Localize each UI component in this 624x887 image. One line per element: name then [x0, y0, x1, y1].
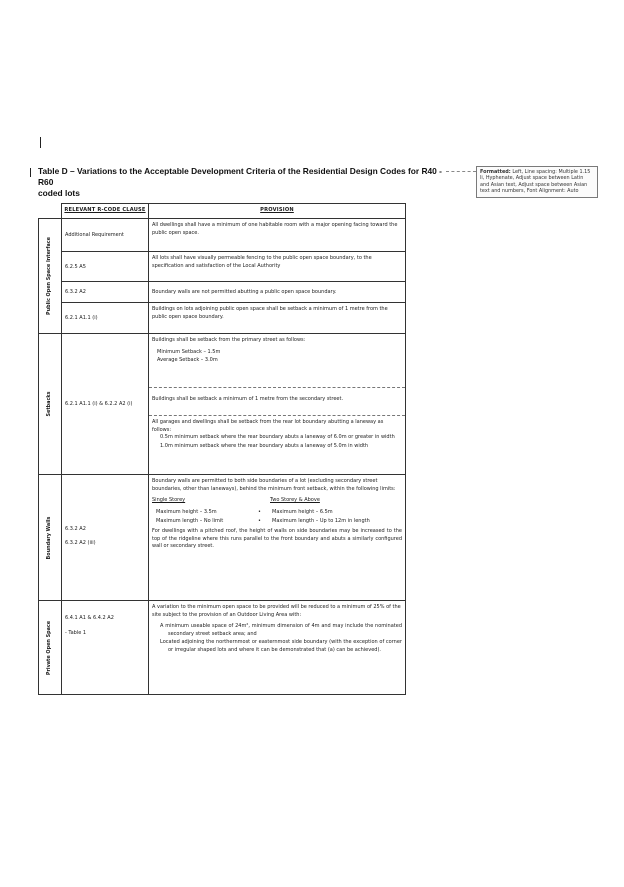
provision-cell: All lots shall have visually permeable fencing to the public open space boundary, to the specification and satisfaction of the Local Authority: [149, 252, 406, 282]
table-row: [39, 601, 406, 695]
header-row: [39, 204, 406, 219]
section-private-open-space: [39, 601, 62, 695]
bullet-icon: •: [258, 508, 261, 515]
primary-avg: Average Setback – 3.0m: [157, 357, 218, 364]
walls-intro: Boundary walls are permitted to both side boundaries of a lot (excluding secondary street boundaries, other than laneways), behind the minimum front setback, within the following limits:: [152, 478, 396, 492]
private-intro: A variation to the minimum open space to be provided will be reduced to a minimum of 25% of the site subject to the provision of an Outdoor Living Area with:: [152, 604, 401, 618]
clause-cell: 6.2.1 A1.1 (i): [62, 303, 149, 334]
formatting-comment[interactable]: [476, 166, 598, 198]
clause-cell: 6.3.2 A2: [62, 282, 149, 303]
clause-a: 6.4.1 A1 & 6.4.2 A2: [65, 615, 114, 621]
single-length: Maximum length – No limit: [156, 518, 224, 525]
table-row: [39, 475, 406, 601]
comment-text: Left, Line spacing: Multiple 1.15 li, Hyphenate, Adjust space between Latin and Asian text, Adjust space between Asian text and numbers, Font Alignment: Auto: [480, 169, 591, 195]
provision-cell: [149, 334, 406, 475]
secondary-text: Buildings shall be setback a minimum of 1 metre from the secondary street.: [152, 396, 344, 402]
two-storey-heading: Two Storey & Above: [270, 497, 320, 504]
provision-cell: [149, 475, 406, 601]
table-row: [39, 303, 406, 334]
clause-b: 6.3.2 A2 (iii): [65, 539, 96, 546]
setback-rear: [149, 416, 405, 454]
provision-cell: Buildings on lots adjoining public open space shall be setback a minimum of 1 metre from the public open space boundary.: [149, 303, 406, 334]
clause-cell: Additional Requirement: [62, 219, 149, 252]
clause-cell: 6.2.5 A5: [62, 252, 149, 282]
bullet-icon: •: [258, 518, 261, 525]
setback-secondary: [149, 388, 405, 416]
rear-intro: All garages and dwellings shall be setback from the rear lot boundary abutting a laneway as follows:: [152, 419, 384, 433]
walls-pitched: For dwellings with a pitched roof, the height of walls on side boundaries may be increased to the top of the ridgeline where this runs parallel to the front boundary and abuts a similarly configured wall or secondary street.: [152, 527, 402, 550]
private-item-a: A minimum useable space of 24m², minimum dimension of 4m and may include the nominated secondary street setback area; and: [160, 623, 402, 637]
section-public-open-space-interface: [39, 219, 62, 334]
section-label: Public Open Space Interface: [46, 237, 53, 315]
table-row: [39, 334, 406, 475]
variations-table: [38, 203, 406, 695]
table-row: [39, 282, 406, 303]
single-storey-heading: Single Storey: [152, 497, 186, 504]
section-boundary-walls: [39, 475, 62, 601]
two-height: Maximum height – 6.5m: [272, 508, 333, 515]
setback-primary: [149, 334, 405, 388]
table-row: [39, 219, 406, 252]
table-title: [38, 166, 458, 199]
single-height: Maximum height – 3.5m: [156, 508, 217, 515]
clause-a: 6.3.2 A2: [65, 525, 86, 532]
walls-headings: [152, 497, 402, 505]
header-clause: RELEVANT R-CODE CLAUSE: [62, 204, 149, 219]
comment-label: Formatted:: [480, 169, 511, 175]
clause-cell: [62, 601, 149, 695]
section-label: Setbacks: [46, 391, 53, 417]
walls-height-row: [152, 509, 402, 517]
table-title-line-1: Table D – Variations to the Acceptable Development Criteria of the Residential Design Codes for R40 - R60: [38, 166, 442, 187]
change-bar-title: [30, 168, 31, 177]
private-item-b: Located adjoining the northernmost or easternmost side boundary (with the exception of corner or irregular shaped lots and where it can be demonstrated that (a) can be achieved).: [160, 639, 402, 653]
rear-b: 1.0m minimum setback where the rear boundary abuts a laneway of 5.0m in width: [160, 442, 369, 449]
table-row: [39, 252, 406, 282]
header-provision: PROVISION: [149, 204, 406, 219]
primary-min: Minimum Setback – 1.5m: [157, 348, 221, 355]
rear-a: 0.5m minimum setback where the rear boundary abuts a laneway of 6.0m or greater in width: [160, 434, 395, 441]
two-length: Maximum length – Up to 12m in length: [272, 518, 370, 525]
provision-cell: [149, 601, 406, 695]
clause-cell: [62, 475, 149, 601]
provision-cell: Boundary walls are not permitted abutting a public open space boundary.: [149, 282, 406, 303]
table-title-line-2: coded lots: [38, 188, 80, 198]
comment-connector: [446, 171, 476, 172]
primary-intro: Buildings shall be setback from the primary street as follows:: [152, 337, 306, 343]
provision-cell: All dwellings shall have a minimum of one habitable room with a major opening facing toward the public open space.: [149, 219, 406, 252]
change-bar-top: [40, 137, 41, 148]
walls-length-row: [152, 518, 402, 526]
section-setbacks: [39, 334, 62, 475]
clause-cell: 6.2.1 A1.1 (i) & 6.2.2 A2 (i): [62, 334, 149, 475]
header-blank: [39, 204, 62, 219]
section-label: Boundary Walls: [46, 516, 53, 559]
clause-b: - Table 1: [65, 629, 87, 636]
section-label: Private Open Space: [46, 620, 53, 675]
